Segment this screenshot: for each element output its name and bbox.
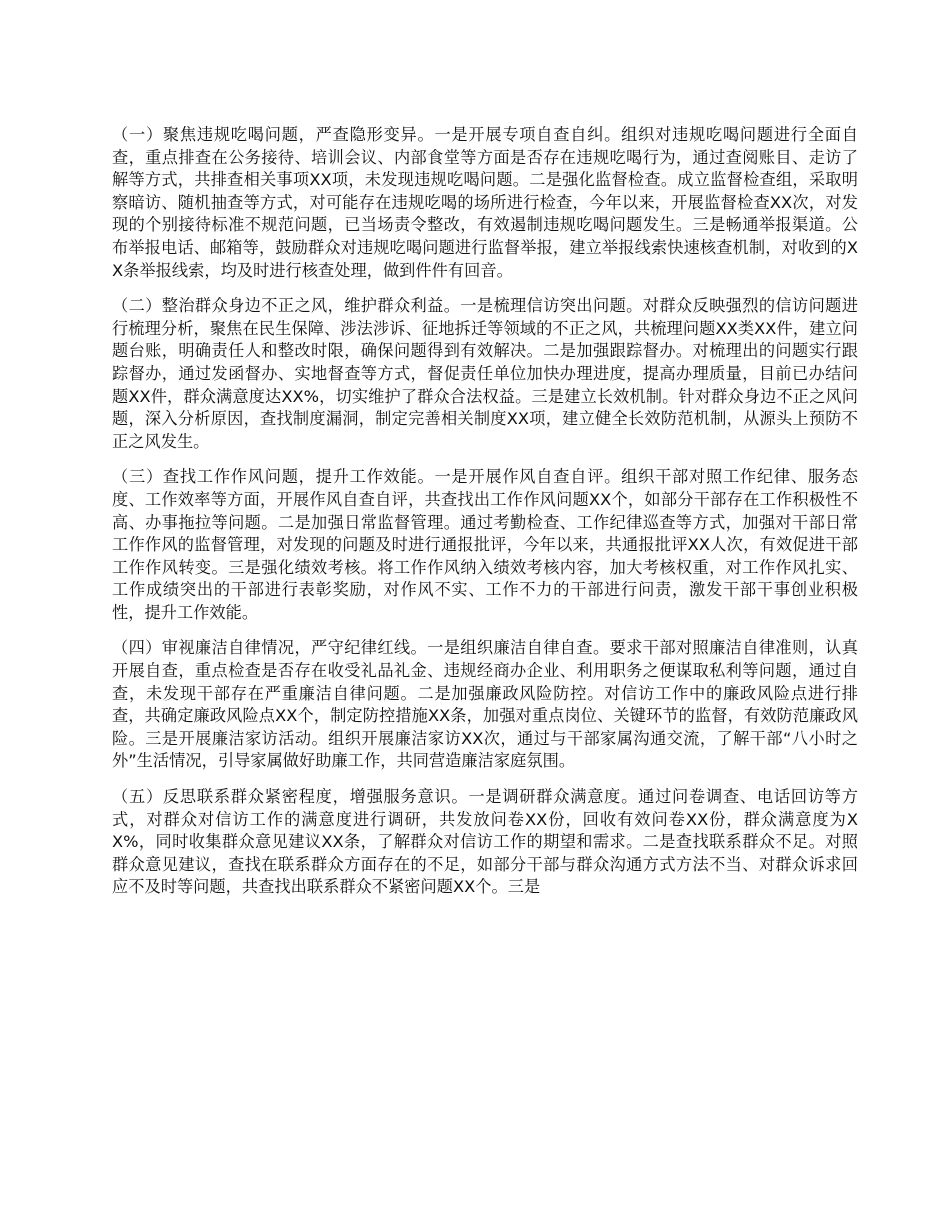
paragraph-3: （三）查找工作作风问题，提升工作效能。一是开展作风自查自评。组织干部对照工作纪律、服务态度、工作效率等方面，开展作风自查自评，共查找出工作作风问题XX个，如部分干部存在工作积极性不高、办事拖拉等问题。二是加强日常监督管理。通过考勤检查、工作纪律巡查等方式，加强对干部日常工作作风的监督管理，对发现的问题及时进行通报批评，今年以来，共通报批评XX人次，有效促进干部工作作风转变。三是强化绩效考核。将工作作风纳入绩效考核内容，加大考核权重，对工作作风扎实、工作成绩突出的干部进行表彰奖励，对作风不实、工作不力的干部进行问责，激发干部干事创业积极性，提升工作效能。 — [112, 467, 858, 622]
paragraph-5: （五）反思联系群众紧密程度，增强服务意识。一是调研群众满意度。通过问卷调查、电话回访等方式，对群众对信访工作的满意度进行调研，共发放问卷XX份，回收有效问卷XX份，群众满意度为XX%，同时收集群众意见建议XX条，了解群众对信访工作的期望和需求。二是查找联系群众不足。对照群众意见建议，查找在联系群众方面存在的不足，如部分干部与群众沟通方式方法不当、对群众诉求回应不及时等问题，共查找出联系群众不紧密问题XX个。三是 — [112, 787, 858, 897]
paragraph-2: （二）整治群众身边不正之风，维护群众利益。一是梳理信访突出问题。对群众反映强烈的信访问题进行梳理分析，聚焦在民生保障、涉法涉诉、征地拆迁等领域的不正之风，共梳理问题XX类XX件，建立问题台账，明确责任人和整改时限，确保问题得到有效解决。二是加强跟踪督办。对梳理出的问题实行跟踪督办，通过发函督办、实地督查等方式，督促责任单位加快办理进度，提高办理质量，目前已办结问题XX件，群众满意度达XX%，切实维护了群众合法权益。三是建立长效机制。针对群众身边不正之风问题，深入分析原因，查找制度漏洞，制定完善相关制度XX项，建立健全长效防范机制，从源头上预防不正之风发生。 — [112, 296, 858, 451]
paragraph-1: （一）聚焦违规吃喝问题，严查隐形变异。一是开展专项自查自纠。组织对违规吃喝问题进行全面自查，重点排查在公务接待、培训会议、内部食堂等方面是否存在违规吃喝行为，通过查阅账目、走访了解等方式，共排查相关事项XX项，未发现违规吃喝问题。二是强化监督检查。成立监督检查组，采取明察暗访、随机抽查等方式，对可能存在违规吃喝的场所进行检查，今年以来，开展监督检查XX次，对发现的个别接待标准不规范问题，已当场责令整改，有效遏制违规吃喝问题发生。三是畅通举报渠道。公布举报电话、邮箱等，鼓励群众对违规吃喝问题进行监督举报，建立举报线索快速核查机制，对收到的XX条举报线索，均及时进行核查处理，做到件件有回音。 — [112, 125, 858, 280]
paragraph-4: （四）审视廉洁自律情况，严守纪律红线。一是组织廉洁自律自查。要求干部对照廉洁自律准则，认真开展自查，重点检查是否存在收受礼品礼金、违规经商办企业、利用职务之便谋取私利等问题，通过自查，未发现干部存在严重廉洁自律问题。二是加强廉政风险防控。对信访工作中的廉政风险点进行排查，共确定廉政风险点XX个，制定防控措施XX条，加强对重点岗位、关键环节的监督，有效防范廉政风险。三是开展廉洁家访活动。组织开展廉洁家访XX次，通过与干部家属沟通交流，了解干部“八小时之外”生活情况，引导家属做好助廉工作，共同营造廉洁家庭氛围。 — [112, 638, 858, 771]
document-body — [112, 124, 858, 912]
